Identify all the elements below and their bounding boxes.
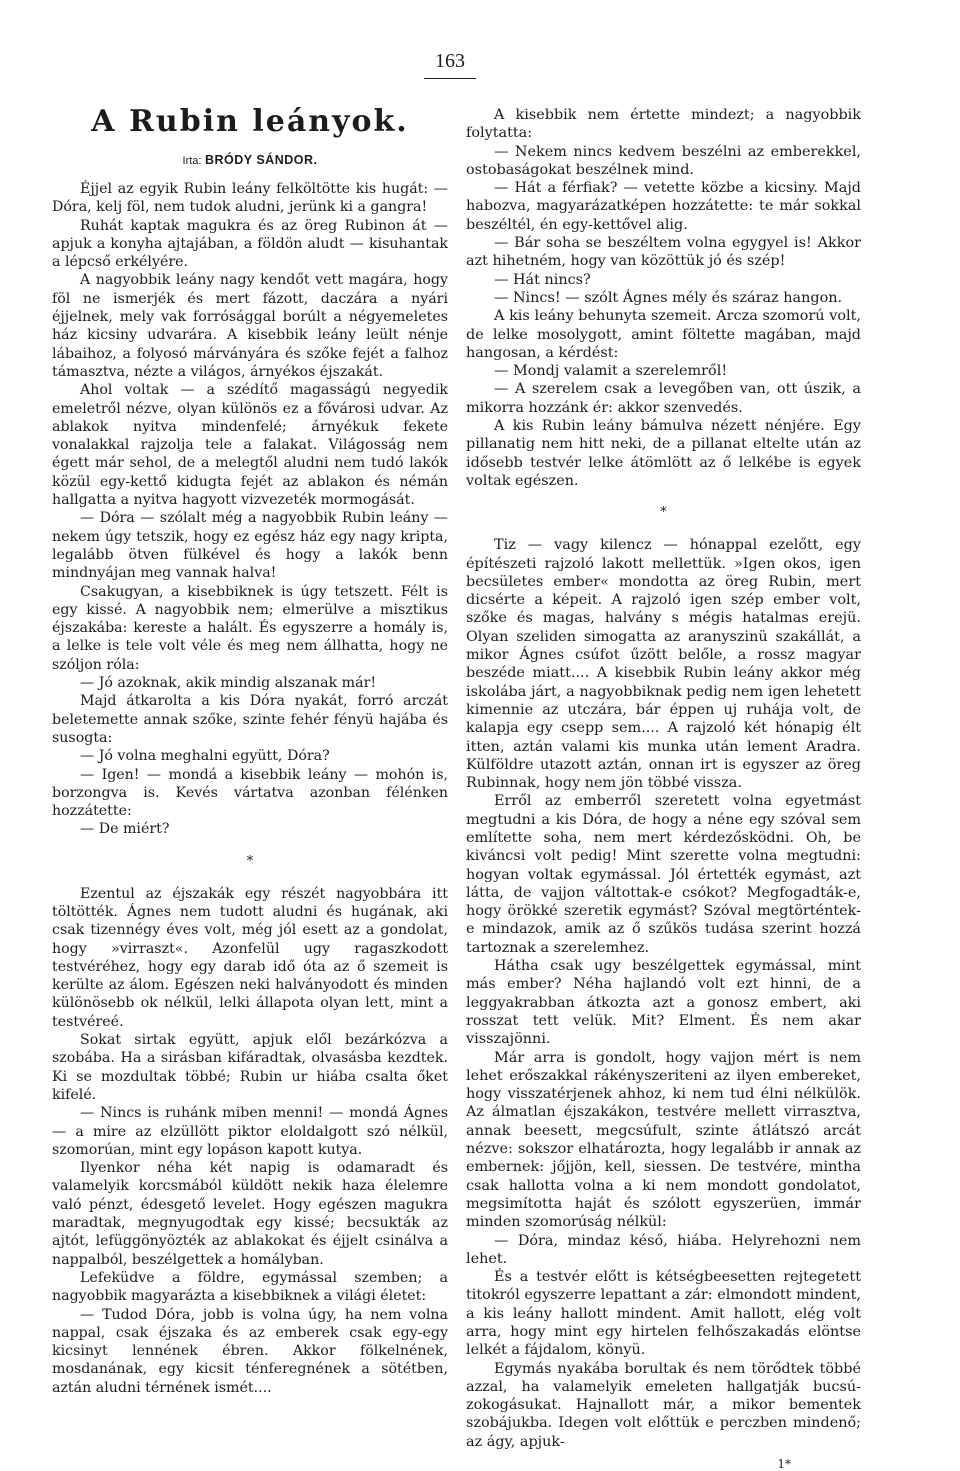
paragraph: — Mondj valamit a szerelemről! [494,363,728,380]
paragraph: Erről az emberről szeretett volna egyetmást megtudni a kis Dóra, de hogy a néne egy szóval sem említette soha, nem mert kérdezősködni. Oh, be kiváncsi volt pedig! Mint szerette volna megtudni: hogyan voltak egymással. Jól értették egymást, azt látta, de vajjon váltottak-e csókot? Megfogadták-e, hogy örökké szeretik egymást? Szóval megtörténtek-e mindazok, amik az ő szűkös tudása szerint hozzá tartoznak a szerelemhez. [466,793,861,956]
paragraph: Csakugyan, a kisebbiknek is úgy tetszett. Félt is egy kissé. A nagyobbik nem; elmerülve a misztikus éjszakába: kereste a halált. És egyszerre a homály is, a lelke is tele volt véle és meg nem állhatta, hogy ne szóljon róla: [52,583,448,673]
paragraph: — Nincs! — szólt Ágnes mély és száraz hangon. [494,289,843,306]
paragraph: A kis leány behunyta szemeit. Arcza szomorú volt, de lelke mosolygott, amint föltette magában, majd hangosan, a kérdést: [466,308,861,361]
paragraph: — Dóra — szólalt még a nagyobbik Rubin leány — nekem úgy tetszik, hogy ez egész ház egy nagy kripta, legalább ötven fülkével és hogy a lakók benn mindnyájan meg vannak halva! [52,510,448,582]
paragraph: Majd átkarolta a kis Dóra nyakát, forró arczát beletemette annak szőke, szinte fehér fényü hajába és susogta: [52,693,448,746]
paragraph: A nagyobbik leány nagy kendőt vett magára, hogy föl ne ismerjék és mert fázott, daczára a nyári éjjelnek, mely vak forrósággal borúlt a négyemeletes ház kicsiny udvarára. A kisebbik leány leült nénje lábaihoz, a folyosó márványára és szőke fejét a falhoz támasztva, nézte a világos, árnyékos éjszakát. [52,272,448,380]
byline-author: BRÓDY SÁNDOR. [204,153,318,167]
paragraph: Ezentul az éjszakák egy részét nagyobbára itt töltötték. Ágnes nem tudott aludni és hugának, aki csak tizennégy éves volt, még jól esett az a gondolat, hogy »virraszt«. Azonfelül ugy ragaszkodott testvéréhez, hogy egy darab idő óta az ő szemeit is kerülte az álom. Egészen neki halványodott és minden különösebb ok nélkül, lelki állapota olyan lett, mint a testvéreé. [52,885,448,1030]
paragraph: Tiz — vagy kilencz — hónappal ezelőtt, egy építészeti rajzoló lakott mellettük. »Igen okos, igen becsületes ember« mondotta az öreg Rubin, mert dicsérte a képeit. A rajzoló igen szép ember volt, szőke és magas, halvány s mégis hatalmas erejü. Olyan szeliden simogatta az aranyszinü szakállát, a mikor Ágnes csúfot űzött belőle, a rossz magyar beszéde miatt.... A kisebbik Rubin leány akkor még iskolába járt, a nagyobbiknak pedig nem igen lehetett kimennie az utczára, bár éppen uj ruhája volt, de kalapja egy csepp sem.... A rajzoló két hónapig élt itten, aztán valami kis munka után lement Aradra. Külföldre utazott aztán, onnan irt is egyszer az öreg Rubinnak, hogy nem jön többé vissza. [466,537,861,792]
paragraph: — Hát a férfiak? — vetette közbe a kicsiny. Majd habozva, magyarázatképen hozzátette: te már sokkal beszéltél, én egy-kettővel alig. [466,180,861,233]
paragraph: A kisebbik nem értette mindezt; a nagyobbik folytatta: [466,107,861,142]
left-column [52,106,448,1397]
paragraph: Hátha csak ugy beszélgettek egymással, mint más ember? Néha hajlandó volt ezt hinni, de a leggyakrabban átkozta azt a gonosz embert, aki rosszat tett velük. Mit? Elment. És nem akar visszajönni. [466,958,861,1048]
paragraph: — De miért? [80,821,170,838]
paragraph: — A szerelem csak a levegőben van, ott úszik, a mikorra hozzánk ér: akkor szenvedés. [466,381,861,416]
folio-mark: 1* [777,1457,791,1471]
paragraph: — Bár soha se beszéltem volna egygyel is! Akkor azt hihetném, hogy van közöttük jó és szép! [466,235,861,270]
right-column-text [466,106,861,1451]
paragraph: — Dóra, mindaz késő, hiába. Helyrehozni nem lehet. [466,1232,861,1267]
paragraph: Éjjel az egyik Rubin leány felköltötte kis hugát: — Dóra, kelj föl, nem tudok aludni, jerünk ki a gangra! [52,181,448,216]
paragraph: — Hát nincs? [494,271,591,288]
page-number-rule [424,78,476,79]
paragraph: — Jó volna meghalni együtt, Dóra? [80,748,330,765]
paragraph: — Nekem nincs kedvem beszélni az emberekkel, ostobaságokat beszélnek mind. [466,143,861,178]
paragraph: Ahol voltak — a szédítő magasságú negyedik emeletről nézve, olyan különös ez a fővárosi udvar. Az ablakok nyitva mindenfelé; árnyékuk fekete vonalakkal rajzolja tele a falakat. Világosság nem égett már sehol, de a melegtől aludni nem tudó lakók közül egy-kettő kidugta fejét az ablakon és némán hallgatta a nyitva hagyott vizvezeték mormogását. [52,382,448,509]
paragraph: Már arra is gondolt, hogy vajjon mért is nem lehet erőszakkal rákényszeriteni az ilyen embereket, hogy visszatérjenek ahhoz, ki nem tud élni nélkülök. Az álmatlan éjszakákon, testvére mellett virrasztva, annak beesett, megcsúfult, szinte átlátszó arcát nézve: sokszor elhatározta, hogy legalább ir annak az embernek: jőjjön, kell, siessen. De testvére, mintha csak hallotta volna a ki nem mondott gondolatot, megsimította haját és szólott egyszerüen, immár minden szomorúság nélkül: [466,1049,861,1231]
paragraph: És a testvér előtt is kétségbeesetten rejtegetett titokról egyszerre lepattant a zár: elmondott mindent, a kis leány hallott mindent. Amit hallott, elég volt arra, hogy mint egy hirtelen felhőszakadás elöntse lelkét a fájdalom, könyü. [466,1269,861,1359]
article-title: A Rubin leányok. [91,104,409,139]
paragraph: Ilyenkor néha két napig is odamaradt és valamelyik korcsmából küldött nekik haza élelemre való pénzt, édesgető levelet. Hogy egészen magukra maradtak, megnyugodtak egy kissé; becsukták az ajtót, lefüggönyözték az ablakokat és éjjelt csinálva a nappalból, beszélgettek a homályban. [52,1160,448,1268]
paragraph: Egymás nyakába borultak és nem törődtek többé azzal, ha valamelyik emeleten hallgatják bucsú-zokogásukat. Hajnallott már, a mikor bementek szobájukba. Idegen volt előttük e perczben mindenő; az ágy, apjuk- [466,1360,861,1450]
byline-prefix: Irta: [182,155,202,167]
byline [52,150,448,171]
paragraph: — Jó azoknak, akik mindig alszanak már! [80,675,377,692]
section-separator: * [246,853,254,869]
right-column [466,106,861,1471]
paragraph: Lefeküdve a földre, egymással szemben; a nagyobbik magyarázta a kisebbiknek a világi életet: [52,1269,448,1305]
paragraph: Sokat sirtak együtt, apjuk elől bezárkózva a szobába. Ha a sirásban kifáradtak, olvasásba kezdtek. Ki se mozdultak többé; Rubin ur hiába csalta őket kifelé. [52,1032,448,1103]
paragraph: — Igen! — mondá a kisebbik leány — mohón is, borzongva is. Kevés vártatva azonban félénken hozzátette: [52,766,448,820]
paragraph: — Nincs is ruhánk miben menni! — mondá Ágnes — a mire az elzüllött piktor eloldalgott szó nélkül, szomorúan, mint egy lopáson kapott kutya. [52,1105,448,1158]
paragraph: Ruhát kaptak magukra és az öreg Rubinon át — apjuk a konyha ajtajában, a földön aludt — kisuhantak a lépcső erkélyére. [52,217,448,271]
left-column-text [52,180,448,1397]
paragraph: A kis Rubin leány bámulva nézett nénjére. Egy pillanatig nem hitt neki, de a pillanat eltelte után az idősebb testvér lelke átömlött az ő lelkébe is egyek voltak egészen. [466,418,861,489]
page-number: 163 [435,50,465,72]
section-separator: * [660,505,667,521]
paragraph: — Tudod Dóra, jobb is volna úgy, ha nem volna nappal, csak éjszaka és az emberek csak egy-egy kicsinyt lennének ébren. Akkor fölkelnének, mosdanának, egy kicsit ténferegnének a sötétben, aztán aludni térnének ismét.... [52,1306,448,1396]
